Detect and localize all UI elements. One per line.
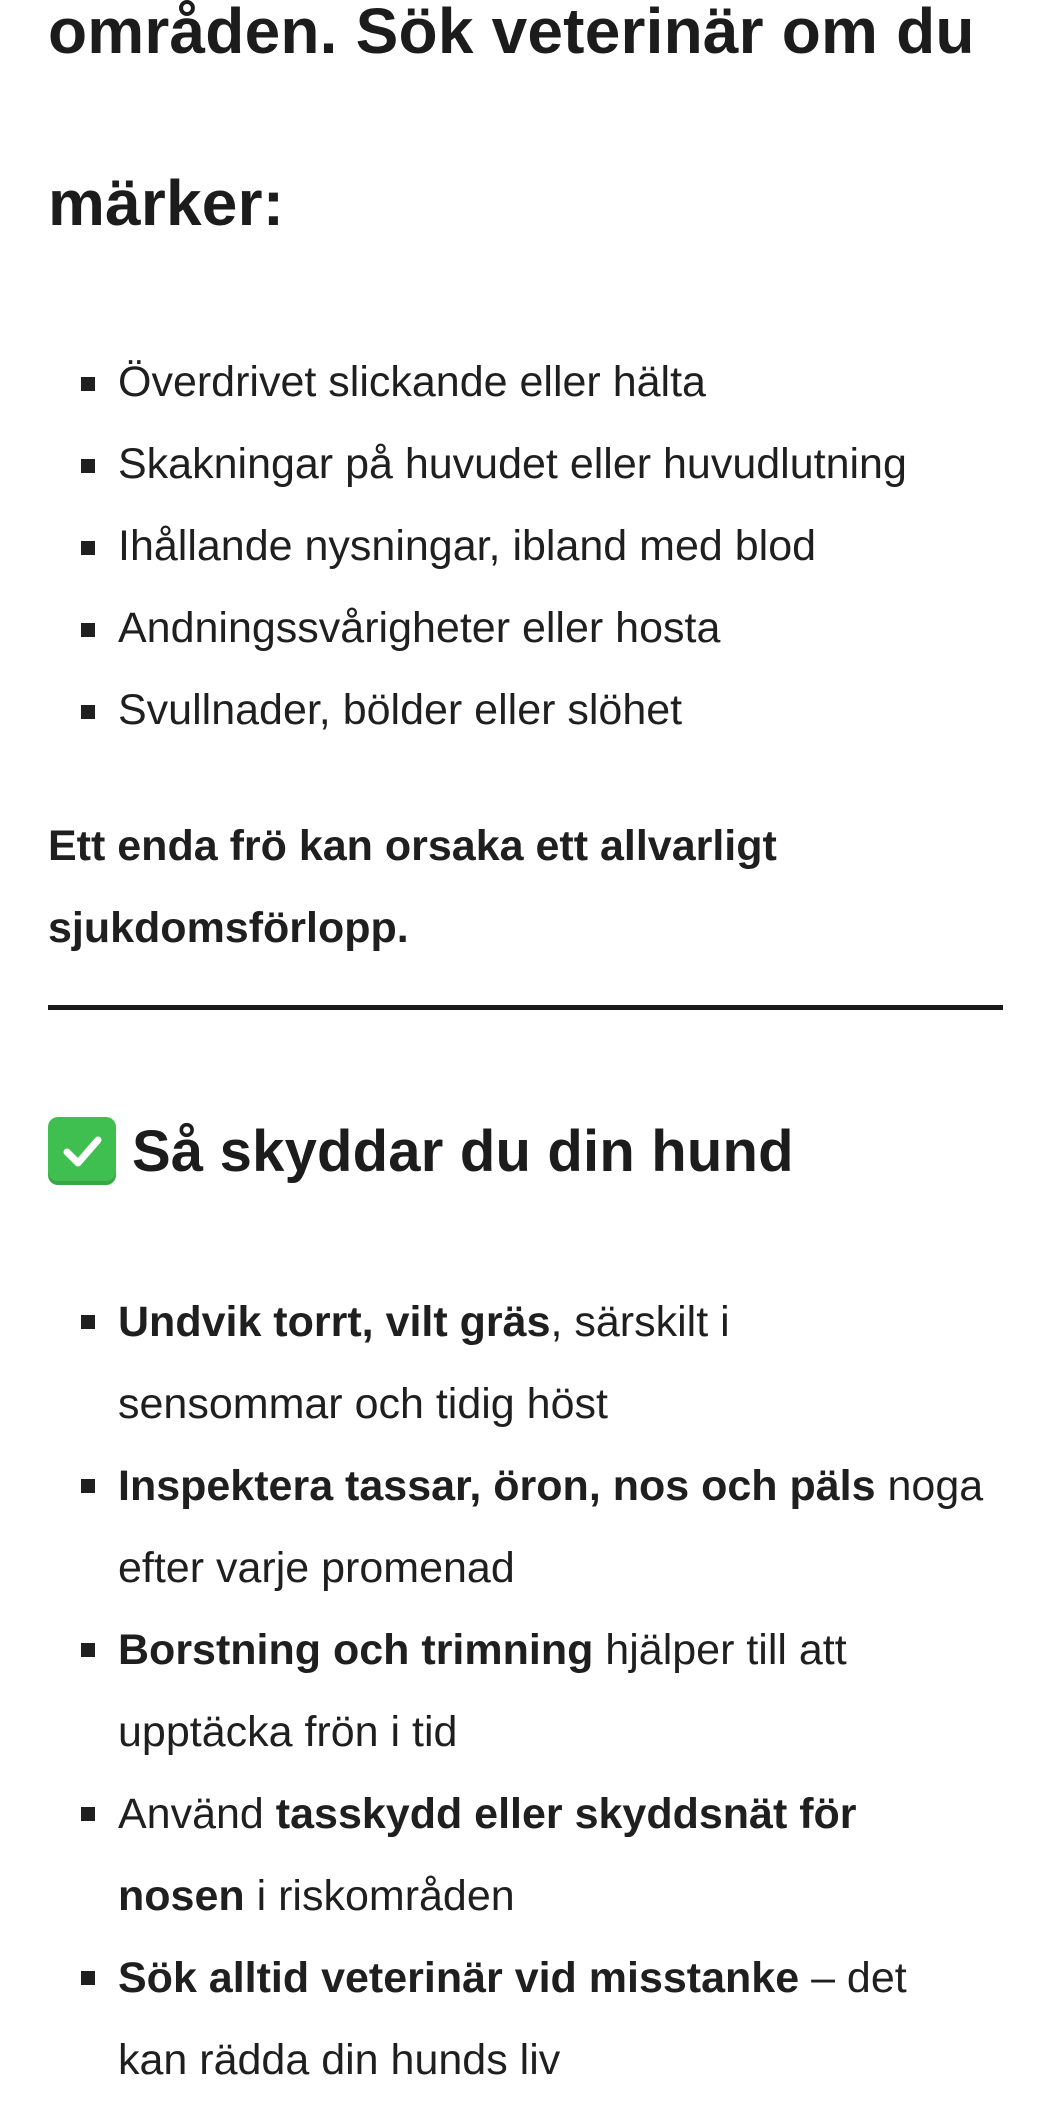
list-item [0, 1445, 1018, 1609]
tip-text: hjälper till att [593, 1626, 847, 1674]
tip-text: – det [799, 1954, 907, 2002]
square-bullet-icon [81, 1971, 95, 1985]
list-item [0, 1937, 1018, 2101]
square-bullet-icon [81, 541, 95, 555]
tip-line-1 [118, 1281, 1018, 1363]
tip-bold-text: nosen [118, 1872, 245, 1920]
list-item [0, 1773, 1018, 1937]
tip-line-2: kan rädda din hunds liv [118, 2036, 561, 2084]
tip-bold-text: tasskydd eller skyddsnät för [275, 1790, 857, 1838]
warning-line-1: Ett enda frö kan orsaka ett allvarligt [48, 822, 777, 870]
symptom-text: Svullnader, bölder eller slöhet [118, 686, 683, 734]
symptom-text: Överdrivet slickande eller hälta [118, 358, 706, 406]
square-bullet-icon [81, 623, 95, 637]
tip-bold-text: Inspektera tassar, öron, nos och päls [118, 1462, 876, 1510]
list-item [0, 355, 907, 437]
tip-line-1 [118, 1609, 1018, 1691]
tip-line-2: efter varje promenad [118, 1544, 515, 1592]
tip-text: Använd [118, 1790, 276, 1838]
list-item [0, 601, 907, 683]
square-bullet-icon [81, 1643, 95, 1657]
section-title: Så skyddar du din hund [132, 1118, 794, 1184]
symptom-text: Ihållande nysningar, ibland med blod [118, 522, 817, 570]
tip-line-1 [118, 1445, 1018, 1527]
square-bullet-icon [81, 705, 95, 719]
heading-line-2: märker: [48, 167, 285, 239]
tip-line-1 [118, 1773, 1018, 1855]
square-bullet-icon [81, 1807, 95, 1821]
tip-line-2: upptäcka frön i tid [118, 1708, 458, 1756]
check-mark-button-icon [48, 1117, 116, 1185]
horizontal-divider [48, 1005, 1003, 1010]
tip-text: i riskområden [244, 1872, 515, 1920]
warning-paragraph [48, 805, 1008, 969]
symptom-text: Andningssvårigheter eller hosta [118, 604, 721, 652]
tip-line-1 [118, 1937, 1018, 2019]
tip-line-2 [118, 1855, 1018, 1937]
square-bullet-icon [81, 1479, 95, 1493]
tip-text: , särskilt i [550, 1298, 730, 1346]
tip-text: noga [875, 1462, 984, 1510]
square-bullet-icon [81, 1315, 95, 1329]
square-bullet-icon [81, 377, 95, 391]
list-item [0, 1609, 1018, 1773]
tip-bold-text: Sök alltid veterinär vid misstanke [118, 1954, 800, 2002]
tip-bold-text: Borstning och trimning [118, 1626, 594, 1674]
list-item [0, 519, 907, 601]
list-item [0, 1281, 1018, 1445]
symptom-list [0, 355, 907, 765]
tips-list [0, 1281, 1046, 2101]
symptom-text: Skakningar på huvudet eller huvudlutning [118, 440, 907, 488]
warning-line-2: sjukdomsförlopp. [48, 904, 409, 952]
list-item [0, 683, 907, 765]
tip-line-2: sensommar och tidig höst [118, 1380, 608, 1428]
square-bullet-icon [81, 459, 95, 473]
section-heading [48, 1116, 794, 1186]
list-item [0, 437, 907, 519]
tip-bold-text: Undvik torrt, vilt gräs [118, 1298, 551, 1346]
heading-line-1: områden. Sök veterinär om du [48, 0, 975, 67]
